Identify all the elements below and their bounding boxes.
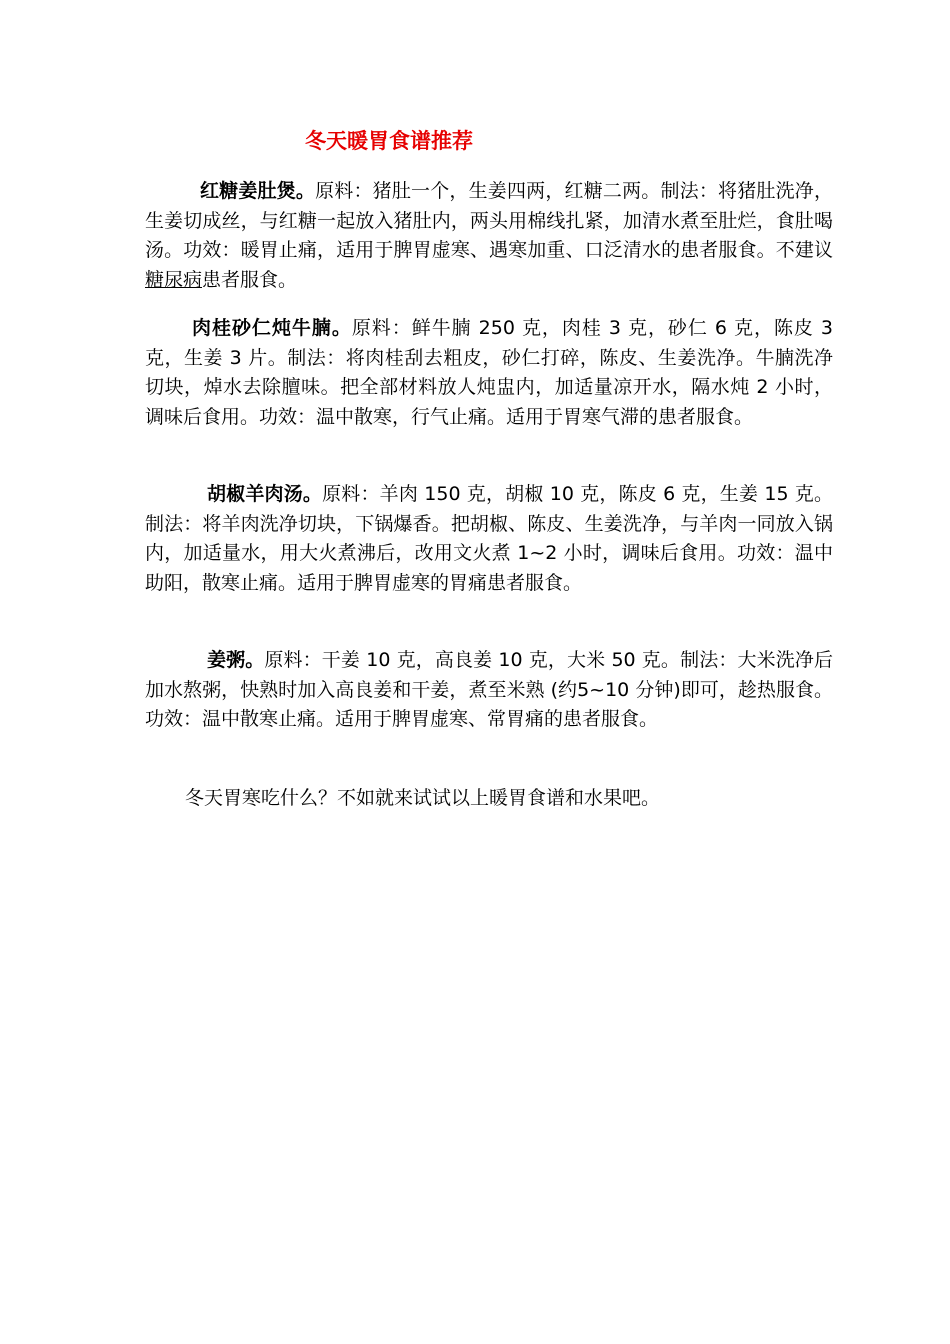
recipe-text: 原料：羊肉 150 克，胡椒 10 克，陈皮 6 克，生姜 15 克。制法：将羊肉洗净切块，下锅爆香。把胡椒、陈皮、生姜洗净，与羊肉一同放入锅内，加适量水，用大火煮沸后，改用文火煮 1~2 小时，调味后食用。功效：温中助阳，散寒止痛。适用于脾胃虚寒的胃痛患者服食。 [145,483,833,594]
recipe-text-end: 患者服食。 [202,268,298,291]
recipe-text: 原料：鲜牛腩 250 克，肉桂 3 克，砂仁 6 克，陈皮 3 克，生姜 3 片。制法：将肉桂刮去粗皮，砂仁打碎，陈皮、生姜洗净。牛腩洗净切块，焯水去除膻味。把全部材料放人炖盅内，加适量凉开水，隔水炖 2 小时，调味后食用。功效：温中散寒，行气止痛。适用于胃寒气滞的患者服食。 [145,317,833,428]
page-title: 冬天暖胃食谱推荐 [305,129,473,153]
recipe-name: 肉桂砂仁炖牛腩。 [192,317,352,339]
diabetes-link[interactable]: 糖尿病 [145,268,203,291]
recipe-name: 姜粥。 [207,649,265,671]
recipe-text: 原料：干姜 10 克，高良姜 10 克，大米 50 克。制法：大米洗净后加水熬粥，快熟时加入高良姜和干姜，煮至米熟 (约5~10 分钟)即可，趁热服食。功效：温中散寒止痛。适用于脾胃虚寒、常胃痛的患者服食。 [145,649,833,730]
closing-paragraph: 冬天胃寒吃什么？不如就来试试以上暖胃食谱和水果吧。 [185,787,661,809]
recipe-paragraph [145,177,833,295]
recipe-paragraph [145,480,833,598]
recipe-name: 胡椒羊肉汤。 [207,483,323,505]
recipe-paragraph [145,314,833,432]
recipe-text: 原料：猪肚一个，生姜四两，红糖二两。制法：将猪肚洗净，生姜切成丝，与红糖一起放入猪肚内，两头用棉线扎紧，加清水煮至肚烂，食肚喝汤。功效：暖胃止痛，适用于脾胃虚寒、遇寒加重、口泛清水的患者服食。不建议 [145,180,833,261]
recipe-name: 红糖姜肚煲。 [200,180,316,202]
recipe-paragraph [145,646,833,735]
